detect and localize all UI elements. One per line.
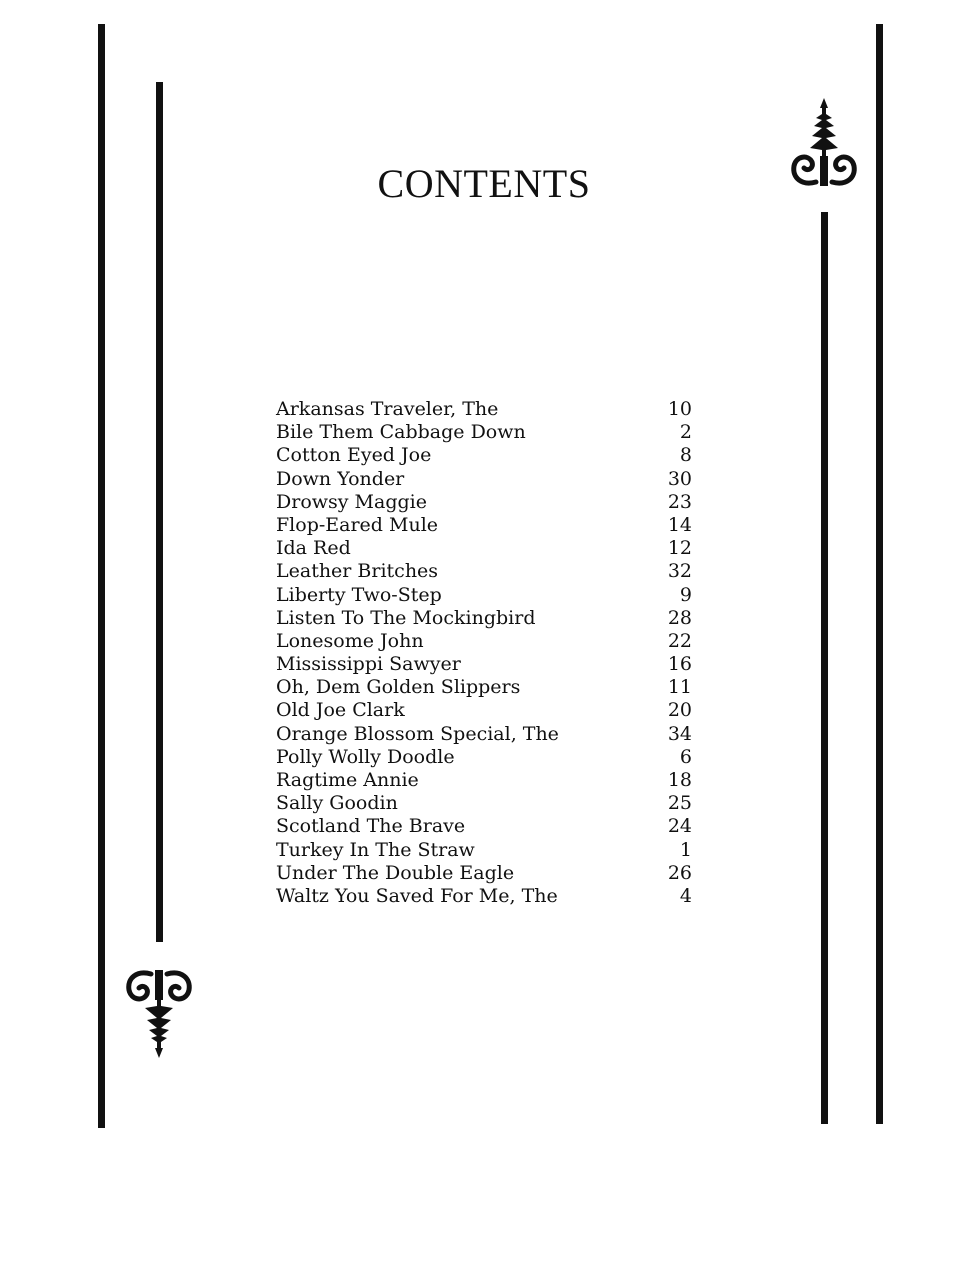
toc-entry-title: Liberty Two-Step: [276, 583, 442, 606]
toc-entry-page-number: 4: [679, 884, 692, 907]
toc-entry-title: Ida Red: [276, 537, 351, 560]
toc-entry-page-number: 20: [667, 699, 692, 722]
toc-entry-page-number: 2: [679, 421, 692, 444]
toc-entry: [276, 792, 694, 815]
toc-entry-page-number: 18: [667, 769, 692, 791]
toc-entry: [276, 815, 694, 838]
toc-entry: [276, 537, 694, 560]
toc-entry: [276, 699, 694, 722]
toc-entry-page-number: 8: [679, 444, 692, 467]
toc-entry: [276, 514, 694, 537]
fleur-ornament-icon: [121, 962, 197, 1062]
toc-entry-title: Turkey In The Straw: [276, 838, 475, 861]
toc-entry-page-number: 22: [667, 629, 692, 652]
border-rule-right-inner: [821, 212, 828, 1124]
toc-entry: [276, 653, 694, 676]
toc-entry: [276, 398, 694, 421]
toc-entry-title: Arkansas Traveler, The: [276, 398, 499, 420]
toc-entry: [276, 491, 694, 514]
toc-entry-page-number: 30: [667, 467, 692, 490]
toc-entry-page-number: 16: [667, 653, 692, 676]
toc-entry-title: Waltz You Saved For Me, The: [276, 884, 558, 907]
toc-entry-title: Leather Britches: [276, 560, 439, 583]
toc-entry: [276, 676, 694, 699]
toc-entry-title: Orange Blossom Special, The: [276, 722, 559, 745]
page-title: CONTENTS: [377, 161, 591, 206]
toc-entry-title: Listen To The Mockingbird: [276, 606, 536, 629]
toc-entry-title: Bile Them Cabbage Down: [276, 421, 526, 444]
toc-entry: [276, 885, 694, 908]
toc-entry-title: Old Joe Clark: [276, 699, 405, 722]
toc-entry-title: Flop-Eared Mule: [276, 513, 439, 536]
toc-entry-page-number: 11: [667, 676, 692, 699]
toc-entry: [276, 862, 694, 885]
toc-entry-title: Cotton Eyed Joe: [276, 444, 432, 467]
toc-entry-title: Ragtime Annie: [276, 769, 419, 791]
toc-entry-page-number: 26: [667, 861, 692, 884]
toc-entry: [276, 630, 694, 653]
toc-entry: [276, 444, 694, 467]
toc-entry-page-number: 23: [667, 490, 692, 513]
toc-entry: [276, 560, 694, 583]
toc-entry-page-number: 9: [679, 583, 692, 606]
toc-entry-title: Lonesome John: [276, 629, 424, 652]
toc-entry-page-number: 6: [679, 745, 692, 768]
toc-entry-title: Scotland The Brave: [276, 815, 466, 838]
toc-entry: [276, 421, 694, 444]
toc-entry-title: Under The Double Eagle: [276, 861, 515, 884]
toc-entry: [276, 584, 694, 607]
toc-entry-page-number: 25: [667, 792, 692, 815]
toc-entry-page-number: 34: [667, 722, 692, 745]
toc-entry-title: Mississippi Sawyer: [276, 653, 461, 676]
toc-entry-page-number: 24: [667, 815, 692, 838]
toc-entry: [276, 769, 694, 792]
border-rule-left-inner: [156, 82, 163, 942]
toc-entry: [276, 746, 694, 769]
fleur-ornament-icon: [786, 94, 862, 194]
toc-list: [276, 398, 694, 908]
toc-entry-page-number: 14: [667, 513, 692, 536]
toc-entry-title: Oh, Dem Golden Slippers: [276, 676, 521, 699]
border-rule-right-outer: [876, 24, 883, 1124]
toc-entry: [276, 607, 694, 630]
toc-entry-title: Sally Goodin: [276, 792, 398, 815]
toc-entry: [276, 468, 694, 491]
toc-entry-page-number: 1: [679, 838, 692, 861]
toc-entry-title: Polly Wolly Doodle: [276, 745, 455, 768]
toc-entry: [276, 723, 694, 746]
toc-entry-title: Drowsy Maggie: [276, 490, 427, 513]
toc-entry-page-number: 10: [667, 398, 692, 420]
toc-entry-page-number: 32: [667, 560, 692, 583]
toc-entry: [276, 839, 694, 862]
toc-entry-title: Down Yonder: [276, 467, 405, 490]
border-rule-left-outer: [98, 24, 105, 1128]
toc-entry-page-number: 28: [667, 606, 692, 629]
toc-entry-page-number: 12: [667, 537, 692, 560]
